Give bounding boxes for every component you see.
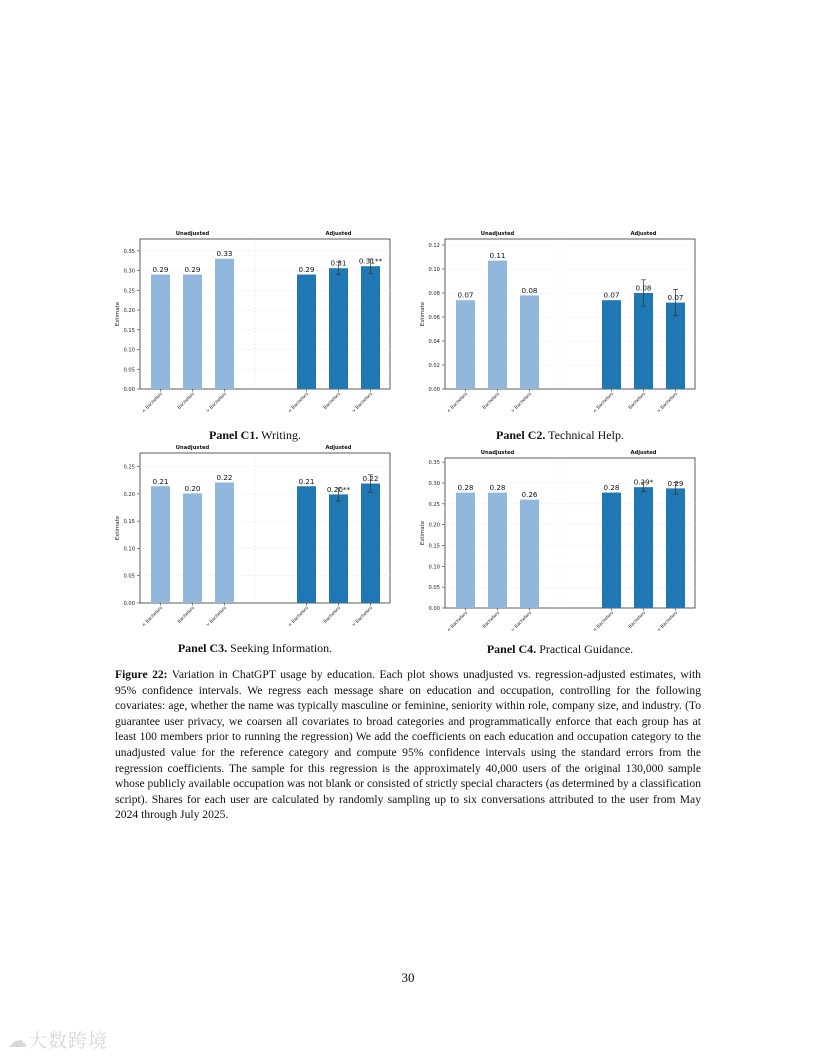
x-tick-label: < Bachelors <box>141 605 164 629</box>
y-tick-label: 0.15 <box>123 327 135 334</box>
chart-svg-technical-help <box>415 228 705 413</box>
panel-title: Writing. <box>261 428 301 442</box>
bar <box>151 275 170 389</box>
x-tick-label: < Bachelors <box>287 391 310 415</box>
y-tick-label: 0.25 <box>123 288 135 295</box>
x-tick-label: Bachelors <box>323 391 342 411</box>
x-tick-label: > Bachelors <box>205 391 228 415</box>
y-tick-label: 0.08 <box>428 291 440 297</box>
group-title: Unadjusted <box>175 231 210 237</box>
figure-label: Figure 22: <box>115 668 168 681</box>
y-axis-label: Estimate <box>420 301 426 327</box>
panel-label: Panel C2. <box>496 428 546 442</box>
bar <box>215 259 234 389</box>
y-tick-label: 0.15 <box>123 519 135 526</box>
x-tick-label: > Bachelors <box>510 610 533 634</box>
data-label: 0.33 <box>216 249 233 259</box>
figure-caption <box>115 667 701 823</box>
bar <box>602 300 621 389</box>
y-tick-label: 0.06 <box>428 315 440 321</box>
y-tick-label: 0.30 <box>428 481 440 487</box>
bar <box>456 493 475 608</box>
x-tick-label: < Bachelors <box>141 391 164 415</box>
y-tick-label: 0.25 <box>123 464 135 471</box>
y-tick-label: 0.02 <box>428 363 440 369</box>
y-tick-label: 0.00 <box>123 387 135 393</box>
data-label: 0.08 <box>635 283 652 293</box>
data-label: 0.29 <box>298 265 315 275</box>
y-tick-label: 0.12 <box>428 243 440 249</box>
y-tick-label: 0.20 <box>428 522 440 529</box>
data-label: 0.29 <box>152 265 169 275</box>
panel-caption-practical-guidance <box>410 642 710 657</box>
bar <box>297 486 316 603</box>
data-label: 0.31 <box>330 258 347 268</box>
bar <box>456 300 475 389</box>
group-title: Adjusted <box>630 231 657 237</box>
bar <box>361 266 380 389</box>
bar <box>666 488 685 608</box>
x-tick-label: < Bachelors <box>592 391 615 415</box>
bar <box>488 261 507 389</box>
y-tick-label: 0.00 <box>123 601 135 607</box>
data-label: 0.26 <box>521 490 538 500</box>
y-tick-label: 0.30 <box>123 268 135 275</box>
panel-title: Seeking Information. <box>230 641 333 655</box>
chart-svg-practical-guidance <box>415 447 705 632</box>
data-label: 0.28 <box>489 483 506 493</box>
bar <box>520 500 539 608</box>
x-tick-label: > Bachelors <box>351 391 374 415</box>
bar <box>183 493 202 603</box>
group-title: Adjusted <box>325 231 352 237</box>
panel-caption-seeking-information <box>105 641 405 656</box>
panel-title: Practical Guidance. <box>539 642 634 656</box>
panel-caption-writing <box>105 428 405 443</box>
chart-writing <box>110 228 400 413</box>
data-label: 0.31** <box>358 256 383 266</box>
panel-label: Panel C1. <box>209 428 259 442</box>
bar <box>488 493 507 608</box>
x-tick-label: Bachelors <box>628 391 647 411</box>
x-tick-label: < Bachelors <box>287 605 310 629</box>
y-axis-label: Estimate <box>420 520 426 546</box>
x-tick-label: Bachelors <box>482 391 501 411</box>
y-tick-label: 0.05 <box>123 367 135 374</box>
panel-caption-technical-help <box>410 428 710 443</box>
panel-title: Technical Help. <box>548 428 624 442</box>
figure-caption-text: Variation in ChatGPT usage by education. Each plot shows unadjusted vs. regression-adjusted estimates, with 95% confidence intervals. We regress each message share on education and occupation, controlling for the following covariates: age, whether the name was typically masculine or feminine, seniority within role, company size, and industry. (To guarantee user privacy, we coarsen all covariates to broad categories and programmatically enforce that each group has at least 100 members prior to running the regression) We add the coefficients on each education and occupation category to the unadjusted value for the reference category and compute 95% confidence intervals using the standard errors from the regression coefficients. The sample for this regression is the approximately 40,000 users of the original 130,000 sample whose publicly available occupation was not blank or consisted of strictly special characters (as determined by a classification script). Shares for each user are calculated by randomly sampling up to six conversations attributed to the user from May 2024 through July 2025. <box>115 668 701 822</box>
bar <box>183 275 202 389</box>
bar <box>361 484 380 603</box>
chart-technical-help <box>415 228 705 413</box>
x-tick-label: Bachelors <box>482 610 501 630</box>
x-tick-label: > Bachelors <box>351 605 374 629</box>
x-tick-label: < Bachelors <box>446 610 469 634</box>
bar <box>329 494 348 603</box>
group-title: Adjusted <box>630 450 657 456</box>
data-label: 0.20** <box>326 484 351 494</box>
y-tick-label: 0.10 <box>123 347 135 354</box>
bar <box>215 482 234 603</box>
chart-practical-guidance <box>415 447 705 632</box>
bar <box>634 487 653 608</box>
y-tick-label: 0.10 <box>123 546 135 553</box>
bar <box>329 268 348 389</box>
watermark-icon: ☁ <box>8 1030 28 1052</box>
watermark-text: 大数跨境 <box>28 1030 109 1052</box>
x-tick-label: > Bachelors <box>656 610 679 634</box>
y-tick-label: 0.05 <box>123 573 135 580</box>
y-tick-label: 0.20 <box>123 308 135 315</box>
data-label: 0.21 <box>152 476 169 486</box>
y-tick-label: 0.20 <box>123 491 135 498</box>
y-tick-label: 0.15 <box>428 543 440 550</box>
bar <box>602 493 621 608</box>
y-tick-label: 0.05 <box>428 585 440 592</box>
x-tick-label: > Bachelors <box>205 605 228 629</box>
plot-frame <box>445 458 695 608</box>
bar <box>297 275 316 389</box>
y-tick-label: 0.25 <box>428 501 440 508</box>
plot-frame <box>140 239 390 389</box>
bar <box>634 293 653 389</box>
data-label: 0.20 <box>184 483 201 493</box>
group-title: Unadjusted <box>480 231 515 237</box>
y-tick-label: 0.04 <box>428 339 440 345</box>
watermark-logo <box>8 1026 108 1053</box>
y-tick-label: 0.35 <box>123 248 135 255</box>
group-title: Adjusted <box>325 445 352 451</box>
data-label: 0.28 <box>457 483 474 493</box>
x-tick-label: < Bachelors <box>446 391 469 415</box>
bar <box>520 295 539 389</box>
panel-label: Panel C4. <box>486 642 537 656</box>
x-tick-label: > Bachelors <box>656 391 679 415</box>
group-title: Unadjusted <box>480 450 515 456</box>
x-tick-label: Bachelors <box>177 391 196 411</box>
chart-seeking-information <box>110 442 400 627</box>
x-tick-label: Bachelors <box>628 610 647 630</box>
data-label: 0.07 <box>457 290 474 300</box>
y-tick-label: 0.10 <box>428 564 440 571</box>
y-axis-label: Estimate <box>115 301 121 327</box>
chart-svg-seeking-information <box>110 442 400 627</box>
y-axis-label: Estimate <box>115 515 121 541</box>
group-title: Unadjusted <box>175 445 210 451</box>
x-tick-label: > Bachelors <box>510 391 533 415</box>
y-tick-label: 0.10 <box>428 267 440 273</box>
data-label: 0.11 <box>489 251 506 261</box>
data-label: 0.07 <box>603 290 620 300</box>
x-tick-label: Bachelors <box>177 605 196 625</box>
bar <box>151 486 170 603</box>
x-tick-label: < Bachelors <box>592 610 615 634</box>
y-tick-label: 0.00 <box>428 606 440 612</box>
x-tick-label: Bachelors <box>323 605 342 625</box>
page-number: 30 <box>401 970 415 985</box>
data-label: 0.07 <box>667 293 684 303</box>
data-label: 0.29 <box>667 478 684 488</box>
chart-svg-writing <box>110 228 400 413</box>
y-tick-label: 0.00 <box>428 387 440 393</box>
data-label: 0.29* <box>633 477 654 487</box>
plot-frame <box>445 239 695 389</box>
data-label: 0.22 <box>216 472 233 482</box>
data-label: 0.08 <box>521 285 538 295</box>
y-tick-label: 0.35 <box>428 460 440 467</box>
data-label: 0.22 <box>362 474 379 484</box>
plot-frame <box>140 453 390 603</box>
data-label: 0.29 <box>184 265 201 275</box>
panel-label: Panel C3. <box>177 641 228 655</box>
data-label: 0.28 <box>603 483 620 493</box>
data-label: 0.21 <box>298 476 315 486</box>
